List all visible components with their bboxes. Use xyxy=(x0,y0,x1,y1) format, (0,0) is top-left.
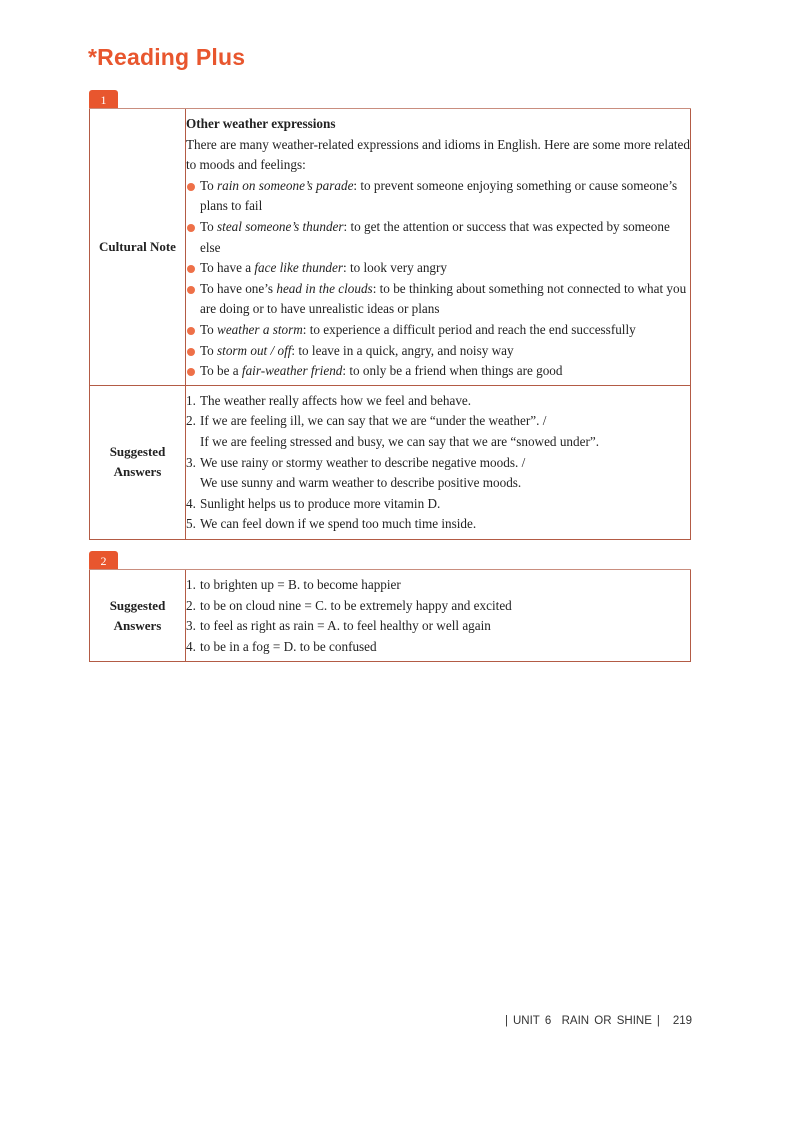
section-2-table xyxy=(89,570,691,662)
footer-divider: | xyxy=(656,1015,660,1027)
expression-item: To have a face like thunder: to look very angry xyxy=(186,258,690,279)
page-number: 219 xyxy=(672,1015,693,1027)
expression-item: To weather a storm: to experience a difficult period and reach the end successfully xyxy=(186,320,690,341)
expression-term: storm out / off xyxy=(217,342,292,358)
footer-unit-title: RAIN OR SHINE xyxy=(561,1015,652,1027)
expression-term: face like thunder xyxy=(254,260,343,276)
suggested-answers-label: Suggested Answers xyxy=(90,385,186,539)
expression-term: weather a storm xyxy=(217,321,303,337)
answer-item: 5. We can feel down if we spend too much time inside. xyxy=(186,516,477,532)
expression-term: steal someone’s thunder xyxy=(217,218,344,234)
answer-item: 3. to feel as right as rain = A. to feel healthy or well again xyxy=(186,618,491,634)
page-title: *Reading Plus xyxy=(88,44,246,70)
expression-item: To steal someone’s thunder: to get the attention or success that was expected by someone else xyxy=(186,217,690,258)
footer-divider: | xyxy=(505,1015,508,1027)
suggested-answers-content xyxy=(186,570,691,662)
answer-list xyxy=(186,391,690,535)
cultural-note-row xyxy=(90,109,691,385)
expression-term: head in the clouds xyxy=(276,280,373,296)
answer-list xyxy=(186,575,690,657)
answer-item: 4. Sunlight helps us to produce more vitamin D. xyxy=(186,495,441,511)
suggested-answers-label: Suggested Answers xyxy=(90,570,186,662)
answer-item: 2. If we are feeling ill, we can say that we are “under the weather”. / If we are feeling stressed and busy, we can say that we are “snowed under”. xyxy=(186,413,599,449)
answer-item: 1. to brighten up = B. to become happier xyxy=(186,577,401,592)
answer-item: 1. The weather really affects how we feel and behave. xyxy=(186,392,472,408)
expression-term: fair-weather friend xyxy=(241,363,343,379)
section-number-badge: 2 xyxy=(89,551,118,570)
suggested-answers-row xyxy=(90,570,691,662)
answer-item: 2. to be on cloud nine = C. to be extremely happy and excited xyxy=(186,597,512,613)
section-number-badge: 1 xyxy=(89,90,118,109)
cultural-note-label: Cultural Note xyxy=(90,109,186,385)
expression-list xyxy=(186,176,690,382)
expression-term: rain on someone’s parade xyxy=(217,177,354,193)
cultural-note-heading: Other weather expressions xyxy=(186,116,336,131)
suggested-answers-row xyxy=(90,385,691,539)
suggested-answers-content xyxy=(186,385,691,539)
expression-item: To storm out / off: to leave in a quick, angry, and noisy way xyxy=(186,341,690,362)
cultural-note-intro: There are many weather-related expressions and idioms in English. Here are some more related to moods and feelings: xyxy=(186,136,690,173)
section-1-table xyxy=(89,109,691,540)
expression-item: To be a fair-weather friend: to only be a friend when things are good xyxy=(186,361,690,382)
answer-item: 3. We use rainy or stormy weather to describe negative moods. / We use sunny and warm weather to describe positive moods. xyxy=(186,454,526,491)
page-footer xyxy=(500,1015,692,1027)
cultural-note-content xyxy=(186,109,691,385)
expression-item: To rain on someone’s parade: to prevent someone enjoying something or cause someone’s plans to fail xyxy=(186,176,690,217)
footer-unit: UNIT 6 xyxy=(513,1015,552,1027)
answer-item: 4. to be in a fog = D. to be confused xyxy=(186,638,377,654)
expression-item: To have one’s head in the clouds: to be thinking about something not connected to what you are doing or to have unrealistic ideas or plans xyxy=(186,279,690,320)
